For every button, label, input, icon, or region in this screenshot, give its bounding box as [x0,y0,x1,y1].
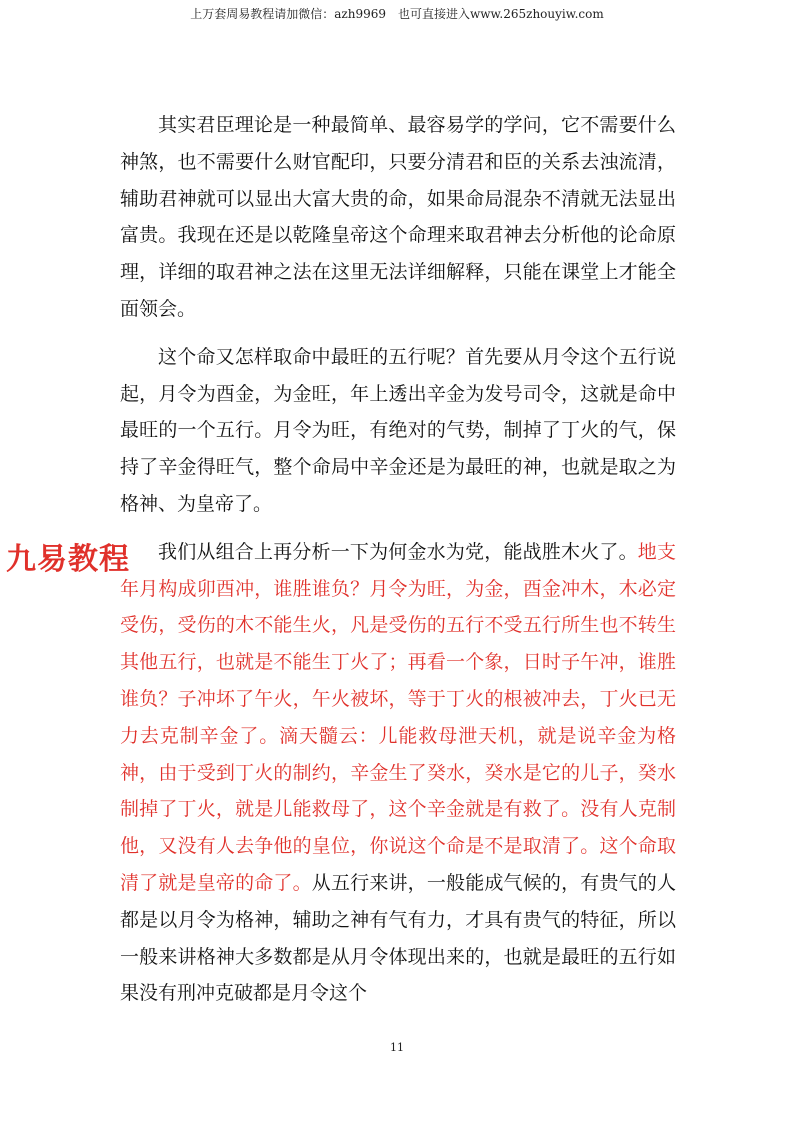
paragraph-3 [120,534,676,1012]
header-note: 上万套周易教程请加微信：azh9969 也可直接进入www.265zhouyiw.com [190,7,604,21]
paragraph-1: 其实君臣理论是一种最简单、最容易学的学问，它不需要什么神煞，也不需要什么财官配印，只要分清君和臣的关系去浊流清，辅助君神就可以显出大富大贵的命，如果命局混杂不清就无法显出富贵。我现在还是以乾隆皇帝这个命理来取君神去分析他的论命原理，详细的取君神之法在这里无法详细解释，只能在课堂上才能全面领会。 [120,114,676,320]
page-number: 11 [390,1041,404,1054]
paragraph-2: 这个命又怎样取命中最旺的五行呢？首先要从月令这个五行说起，月令为酉金，为金旺，年上透出辛金为发号司令，这就是命中最旺的一个五行。月令为旺，有绝对的气势，制掉了丁火的气，保持了辛金得旺气，整个命局中辛金还是为最旺的神，也就是取之为格神、为皇帝了。 [120,345,676,515]
paragraph-3-tail: 从五行来讲，一般能成气候的，有贵气的人都是以月令为格神，辅助之神有气有力，才具有贵气的特征，所以一般来讲格神大多数都是从月令体现出来的，也就是最旺的五行如果没有刑冲克破都是月令这个 [120,871,676,1005]
document-body [120,107,676,1012]
watermark-logo: 九易教程 [6,542,130,577]
paragraph-3-lead: 我们从组合上再分析一下为何金水为党，能战胜木火了。 [158,540,638,563]
paragraph-3-highlight: 地支年月构成卯酉冲，谁胜谁负？月令为旺，为金，酉金冲木，木必定受伤，受伤的木不能生火，凡是受伤的五行不受五行所生也不转生其他五行，也就是不能生丁火了；再看一个象，日时子午冲，谁胜谁负？子冲坏了午火，午火被坏，等于丁火的根被冲去，丁火已无力去克制辛金了。滴天髓云：儿能救母泄天机，就是说辛金为格神，由于受到丁火的制约，辛金生了癸水，癸水是它的儿子，癸水制掉了丁火，就是儿能救母了，这个辛金就是有救了。没有人克制他，又没有人去争他的皇位，你说这个命是不是取清了。这个命取清了就是皇帝的命了。 [120,540,676,894]
